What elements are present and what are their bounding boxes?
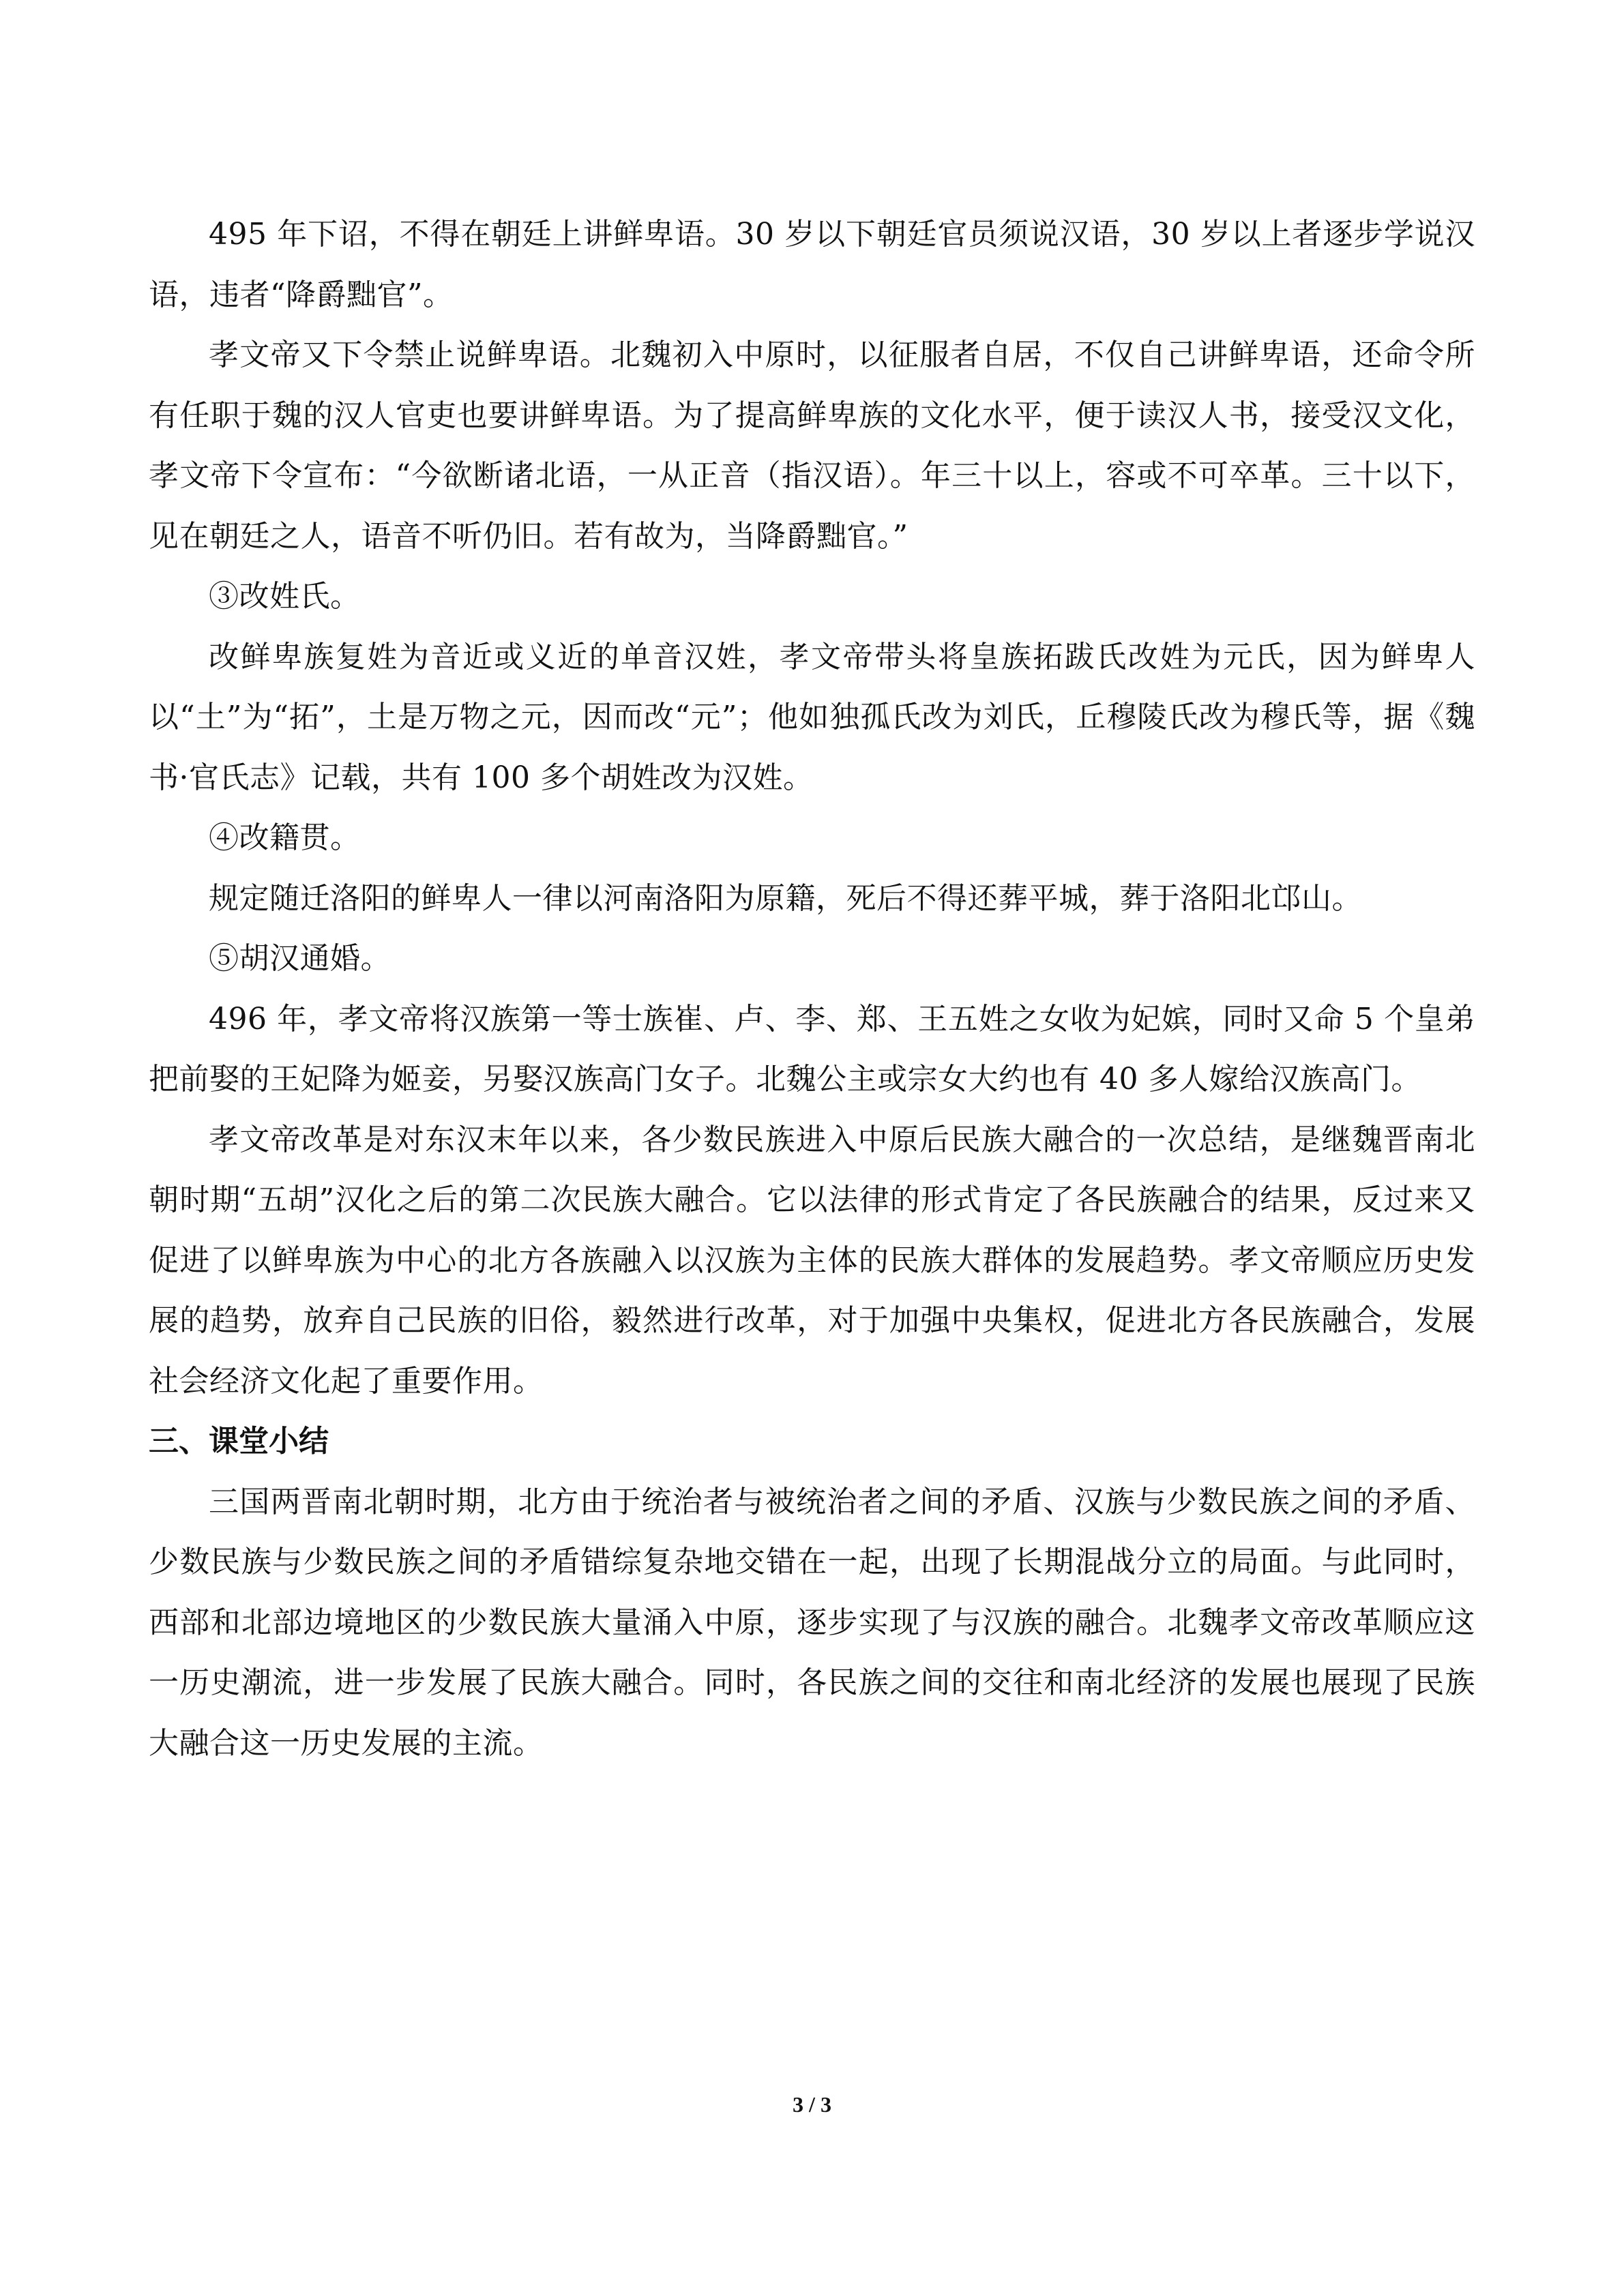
list-item-change-native-place: ④改籍贯。 [209, 820, 361, 855]
document-body [149, 205, 1475, 1774]
list-item-intermarriage: ⑤胡汉通婚。 [209, 941, 391, 976]
list-item-change-surnames: ③改姓氏。 [209, 579, 361, 614]
paragraph-language-decree: 495 年下诏，不得在朝廷上讲鲜卑语。30 岁以下朝廷官员须说汉语，30 岁以上者逐步学说汉语，违者“降爵黜官”。 [149, 217, 1475, 312]
paragraph-ban-xianbei-language: 孝文帝又下令禁止说鲜卑语。北魏初入中原时，以征服者自居，不仅自己讲鲜卑语，还命令所有任职于魏的汉人官吏也要讲鲜卑语。为了提高鲜卑族的文化水平，便于读汉人书，接受汉文化，孝文帝下令宣布：“今欲断诸北语，一从正音（指汉语）。年三十以上，容或不可卒革。三十以下，见在朝廷之人，语音不听仍旧。若有故为，当降爵黜官。” [149, 338, 1475, 554]
section-heading-class-summary: 三、课堂小结 [149, 1424, 329, 1459]
paragraph-intermarriage: 496 年，孝文帝将汉族第一等士族崔、卢、李、郑、王五姓之女收为妃嫔，同时又命 5 个皇弟把前娶的王妃降为姬妾，另娶汉族高门女子。北魏公主或宗女大约也有 40 多人嫁给汉族高门。 [149, 1001, 1475, 1097]
paragraph-class-summary: 三国两晋南北朝时期，北方由于统治者与被统治者之间的矛盾、汉族与少数民族之间的矛盾、少数民族与少数民族之间的矛盾错综复杂地交错在一起，出现了长期混战分立的局面。与此同时，西部和北部边境地区的少数民族大量涌入中原，逐步实现了与汉族的融合。北魏孝文帝改革顺应这一历史潮流，进一步发展了民族大融合。同时，各民族之间的交往和南北经济的发展也展现了民族大融合这一历史发展的主流。 [149, 1484, 1475, 1761]
page-number: 3 / 3 [793, 2092, 831, 2117]
paragraph-surname-reform: 改鲜卑族复姓为音近或义近的单音汉姓，孝文帝带头将皇族拓跋氏改姓为元氏，因为鲜卑人以“土”为“拓”，土是万物之元，因而改“元”；他如独孤氏改为刘氏，丘穆陵氏改为穆氏等，据《魏书·官氏志》记载，共有 100 多个胡姓改为汉姓。 [149, 639, 1475, 795]
paragraph-native-place-reform: 规定随迁洛阳的鲜卑人一律以河南洛阳为原籍，死后不得还葬平城，葬于洛阳北邙山。 [209, 880, 1362, 916]
paragraph-reform-significance: 孝文帝改革是对东汉末年以来，各少数民族进入中原后民族大融合的一次总结，是继魏晋南北朝时期“五胡”汉化之后的第二次民族大融合。它以法律的形式肯定了各民族融合的结果，反过来又促进了以鲜卑族为中心的北方各族融入以汉族为主体的民族大群体的发展趋势。孝文帝顺应历史发展的趋势，放弃自己民族的旧俗，毅然进行改革，对于加强中央集权，促进北方各民族融合，发展社会经济文化起了重要作用。 [149, 1122, 1476, 1399]
